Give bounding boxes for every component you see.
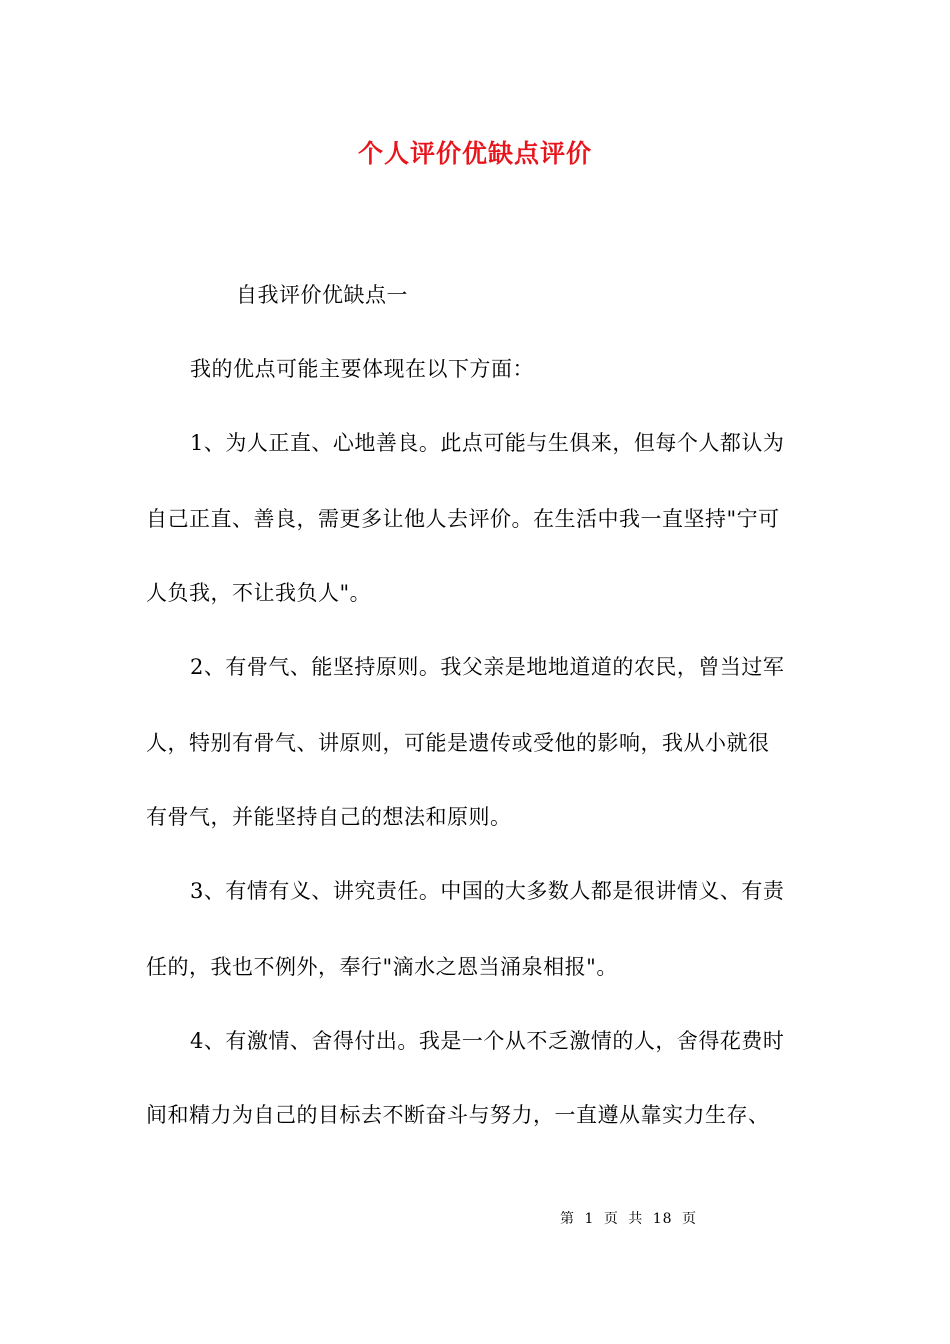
footer-total-pages: 18 [652, 1211, 673, 1227]
section-heading: 自我评价优缺点一 [236, 283, 408, 307]
footer-prefix: 第 [560, 1211, 575, 1227]
paragraph-line: 人，特别有骨气、讲原则，可能是遗传或受他的影响，我从小就很 [146, 731, 770, 755]
paragraph-line: 4、有激情、舍得付出。我是一个从不乏激情的人，舍得花费时 [190, 1029, 785, 1053]
paragraph-line: 1、为人正直、心地善良。此点可能与生俱来，但每个人都认为 [190, 431, 785, 455]
paragraph-line: 我的优点可能主要体现在以下方面： [190, 357, 534, 381]
footer-page-word: 页 [603, 1211, 619, 1227]
paragraph-line: 2、有骨气、能坚持原则。我父亲是地地道道的农民，曾当过军 [190, 655, 785, 679]
paragraph-line: 3、有情有义、讲究责任。中国的大多数人都是很讲情义、有责 [190, 879, 785, 903]
document-title: 个人评价优缺点评价 [357, 139, 592, 168]
footer-current-page: 1 [584, 1211, 595, 1227]
paragraph-line: 有骨气，并能坚持自己的想法和原则。 [146, 805, 512, 829]
paragraph-line: 人负我，不让我负人"。 [146, 581, 372, 605]
paragraph-line: 间和精力为自己的目标去不断奋斗与努力，一直遵从靠实力生存、 [146, 1103, 770, 1127]
footer-total-word: 共 [628, 1211, 644, 1227]
footer-suffix: 页 [682, 1211, 698, 1227]
paragraph-line: 任的，我也不例外，奉行"滴水之恩当涌泉相报"。 [146, 955, 618, 979]
paragraph-line: 自己正直、善良，需更多让他人去评价。在生活中我一直坚持"宁可 [146, 507, 780, 531]
page-footer [560, 1208, 701, 1228]
